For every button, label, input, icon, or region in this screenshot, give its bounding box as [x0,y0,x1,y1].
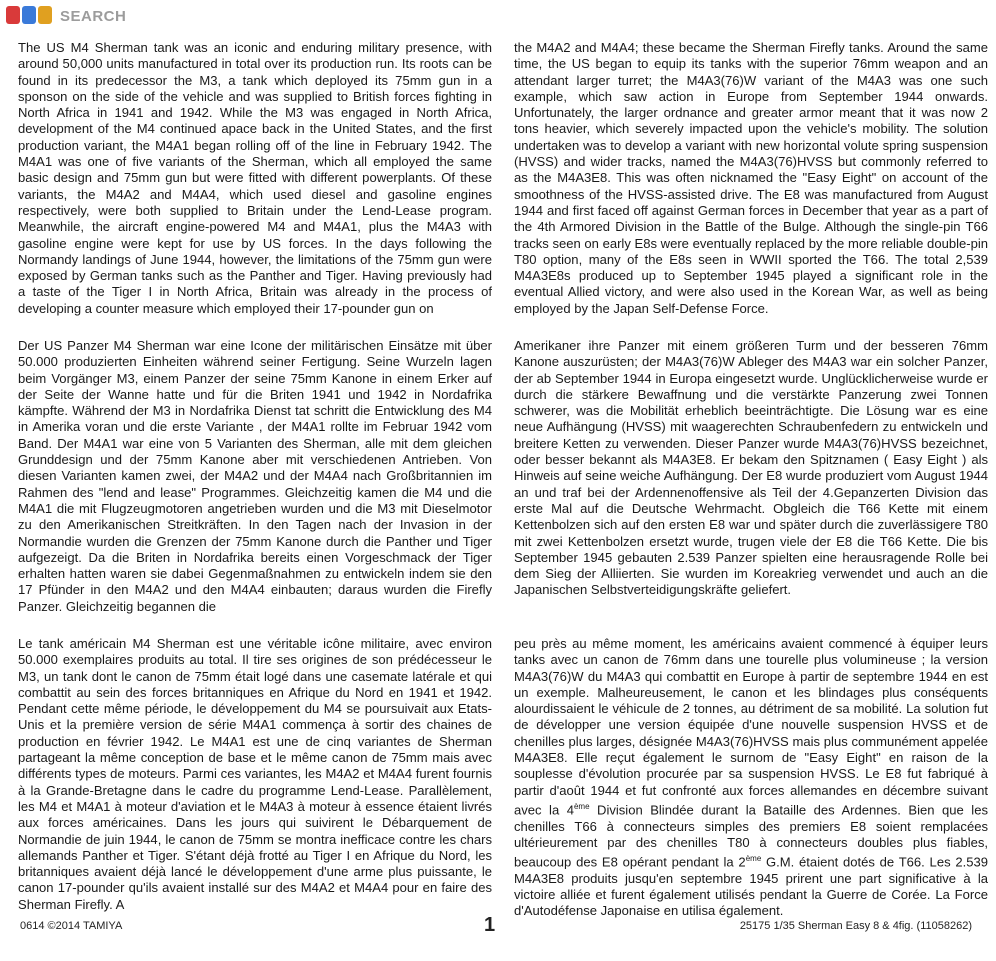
french-right-text-2: Division Blindée durant la Bataille des Ardennes. Bien que les chenilles T66 à connecteurs simples des premiers E8 soient remplacées ultérieurement par des chenilles T80 à connecteurs doubles plus fiables, beaucoup des E8 opérant pendant la 2 [514,802,988,870]
english-left-column [18,40,492,317]
watermark [6,5,126,27]
english-left-paragraph: The US M4 Sherman tank was an iconic and enduring military presence, with around 50,000 units manufactured in total over its production run. Its roots can be found in its predecessor the M3, a tank which deployed its 75mm gun in a sponson on the side of the vehicle and was supplied to British forces fighting in North Africa in 1941 and 1942. While the M3 was engaged in North Africa, development of the M4 continued apace back in the United States, and the first production variant, the M4A1 began rolling off of the line in February 1942. The M4A1 was one of five variants of the Sherman, which all employed the same basic design and 75mm gun but were fitted with different powerplants. Of these variants, the M4A2 and M4A4, which used diesel and gasoline engines respectively, were both supplied to Britain under the Lend-Lease program. Meanwhile, the aircraft engine-powered M4 and M4A1, plus the M4A3 with gasoline engine were kept for use by US forces. In the days following the Normandy landings of June 1944, however, the limitations of the 75mm gun were exposed by German tanks such as the Panther and Tiger. Having previously had a taste of the Tiger I in North Africa, Britain was already in the process of developing a counter measure which employed their 17-pounder gun on [18,40,492,316]
french-left-column [18,636,492,913]
english-right-column [514,40,988,317]
footer-copyright: 0614 ©2014 TAMIYA [20,920,123,932]
english-right-paragraph: the M4A2 and M4A4; these became the Sherman Firefly tanks. Around the same time, the US began to equip its tanks with the superior 76mm weapon and an attendant larger turret; the M4A3(76)W variant of the M4A3 was one such example, which saw action in Europe from September 1944 onwards. Unfortunately, the larger ordnance and greater armor meant that it was now 2 tons heavier, which severely impacted upon the vehicle's mobility. The solution undertaken was to develop a variant with new horizontal volute spring suspension (HVSS) and wider tracks, named the M4A3(76)HVSS but commonly referred to as the M4A3E8. This was often nicknamed the "Easy Eight" on account of the smoothness of the HVSS-assisted drive. The E8 was manufactured from August 1944 and first faced off against German forces in December that year as a part of the 4th Armored Division in the Battle of the Bulge. Although the single-pin T66 tracks seen on early E8s were eventually replaced by the more reliable double-pin T80 option, many of the E8s seen in WWII sported the T66. The total 2,539 M4A3E8s produced up to September 1945 played a significant role in the eventual Allied victory, and were also used in the Korean War, as well as being employed by the Japan Self-Defense Force. [514,40,988,316]
german-right-column [514,338,988,599]
french-right-text-3: G.M. étaient dotés de T66. Les 2.539 M4A3E8 produits jusqu'en septembre 1945 prirent une part significative à la victoire alliée et furent également utilisés pendant la Guerre de Corée. La Force d'Autodéfense Japonaise en utilisa également. [514,854,989,919]
french-right-paragraph [514,636,988,920]
page-number: 1 [484,914,496,936]
watermark-text: SEARCH [60,7,127,25]
french-left-paragraph: Le tank américain M4 Sherman est une véritable icône militaire, avec environ 50.000 exemplaires produits au total. Il tire ses origines de son prédécesseur le M3, un tank dont le canon de 75mm était logé dans une casemate latérale et qui combattit au sein des forces britanniques en Afrique du Nord en 1941 et 1942. Pendant cette même période, le développement du M4 se poursuivait aux Etats-Unis et la première version de série M4A1 commença à sortir des chaines de production en février 1942. Le M4A1 est une de cinq variantes de Sherman partageant la même conception de base et le même canon de 75mm mais avec différents types de moteurs. Parmi ces variantes, les M4A2 et M4A4 furent fournis à la Grande-Bretagne dans le cadre du programme Lend-Lease. Parallèlement, les M4 et M4A1 à moteur d'aviation et le M4A3 à moteur à essence étaient livrés aux forces américaines. Dans les jours qui suivirent le Débarquement de Normandie de juin 1944, le canon de 75mm se montra inefficace contre les chars allemands Panther et Tiger. S'étant déjà frotté au Tiger I en Afrique du Nord, les britanniques avaient déjà lancé le développement d'une arme plus puissante, le canon 17-pounder qu'ils avaient installé sur des M4A2 et M4A4 pour en faire des Sherman Firefly. A [18,636,492,912]
german-right-paragraph: Amerikaner ihre Panzer mit einem größeren Turm und der besseren 76mm Kanone auszurüsten; der M4A3(76)W Ableger des M4A3 war ein solcher Panzer, der ab September 1944 in Europa eingesetzt wurde. Unglücklicherweise wurde er durch die stärkere Bewaffnung und die verstärkte Panzerung zwei Tonnen schwerer, was die Mobilität erheblich beeinträchtigte. Die Lösung war es eine neue Aufhängung (HVSS) mit waagerechten Schraubenfedern zu entwickeln und breitere Ketten zu verwenden. Dieser Panzer wurde M4A3(76)HVSS bezeichnet, oder besser bekannt als M4A3E8. Er bekam den Spitznamen ( Easy Eight ) als Hinweis auf seine weiche Aufhängung. Der E8 wurde produziert vom August 1944 an und traf bei der Ardennenoffensive als Teil der 4.Gepanzerten Division das erste Mal auf die Deutsche Wehrmacht. Obgleich die T66 Kette mit einem Kettenbolzen sich auf den ersten E8 war und später durch die zuverlässigere T80 mit zwei Kettenbolzen ersetzt wurde, trugen viele der E8 die T66 Kette. Die bis September 1945 gebauten 2.539 Panzer spielten eine herausragende Rolle bei dem Sieg der Alliierten. Sie wurden im Koreakrieg verwendet und auch an die Japanischen Selbstverteidigungskräfte geliefert. [514,338,988,598]
french-right-column [514,636,988,920]
french-superscript-1: ème [573,801,590,811]
german-left-paragraph: Der US Panzer M4 Sherman war eine Icone der militärischen Einsätze mit über 50.000 produzierten Einheiten während seiner Fertigung. Seine Wurzeln lagen beim Vorgänger M3, einem Panzer der seine 75mm Kanone in einem Erker auf der Seite der Wanne hatte und für die Briten 1941 und 1942 in Nordafrika kämpfte. Während der M3 in Nordafrika Dienst tat schritt die Entwicklung des M4 in Amerika voran und die erste Variante , der M4A1 rollte im Februar 1942 vom Band. Der M4A1 war eine von 5 Varianten des Sherman, alle mit dem gleichen Grunddesign und der 75mm Kanone aber mit verschiedenen Antrieben. Von diesen Varianten kamen zwei, der M4A2 und der M4A4 nach Großbritannien im Rahmen des "lend and lease" Programmes. Gleichzeitig kamen die M4 und die M4A1 die mit Flugzeugmotoren angetrieben wurden und die M3 mit Dieselmotor zu den Amerikanischen Streitkräften. In den Tagen nach der Invasion in der Normandie wurden die Grenzen der 75mm Kanone durch die Panther und Tiger aufgezeigt. Da die Briten in Nordafrika bereits einen Vorgeschmack der Tiger erhalten hatten waren sie dabei Gegenmaßnahmen zu entwickeln indem sie den 17 Pfünder in den M4A2 und den M4A4 einbauten; daraus wurden die Firefly Panzer. Gleichzeitig begannen die [18,338,492,614]
footer-product-info: 25175 1/35 Sherman Easy 8 & 4fig. (11058262) [739,920,972,932]
german-left-column [18,338,492,615]
french-superscript-2: ème [745,854,762,864]
watermark-logo-icon [6,6,54,26]
french-right-text-1: peu près au même moment, les américains avaient commencé à équiper leurs tanks avec un canon de 76mm dans une tourelle plus volumineuse ; la version M4A3(76)W du M4A3 qui combattit en Europe à partir de septembre 1944 en est un exemple. Malheureusement, le canon et les blindages plus conséquents alourdissaient le véhicule de 2 tonnes, au détriment de sa mobilité. La solution fut de développer une version équipée d'une nouvelle suspension HVSS et de chenilles plus larges, désignée M4A3(76)HVSS mais plus communément appelée M4A3E8. Elle reçut également le surnom de "Easy Eight" en raison de la souplesse d'évolution procurée par sa suspension HVSS. Le E8 fut fabriqué à partir d'août 1944 et fut confronté aux forces allemandes en décembre suivant avec la 4 [514,636,988,818]
